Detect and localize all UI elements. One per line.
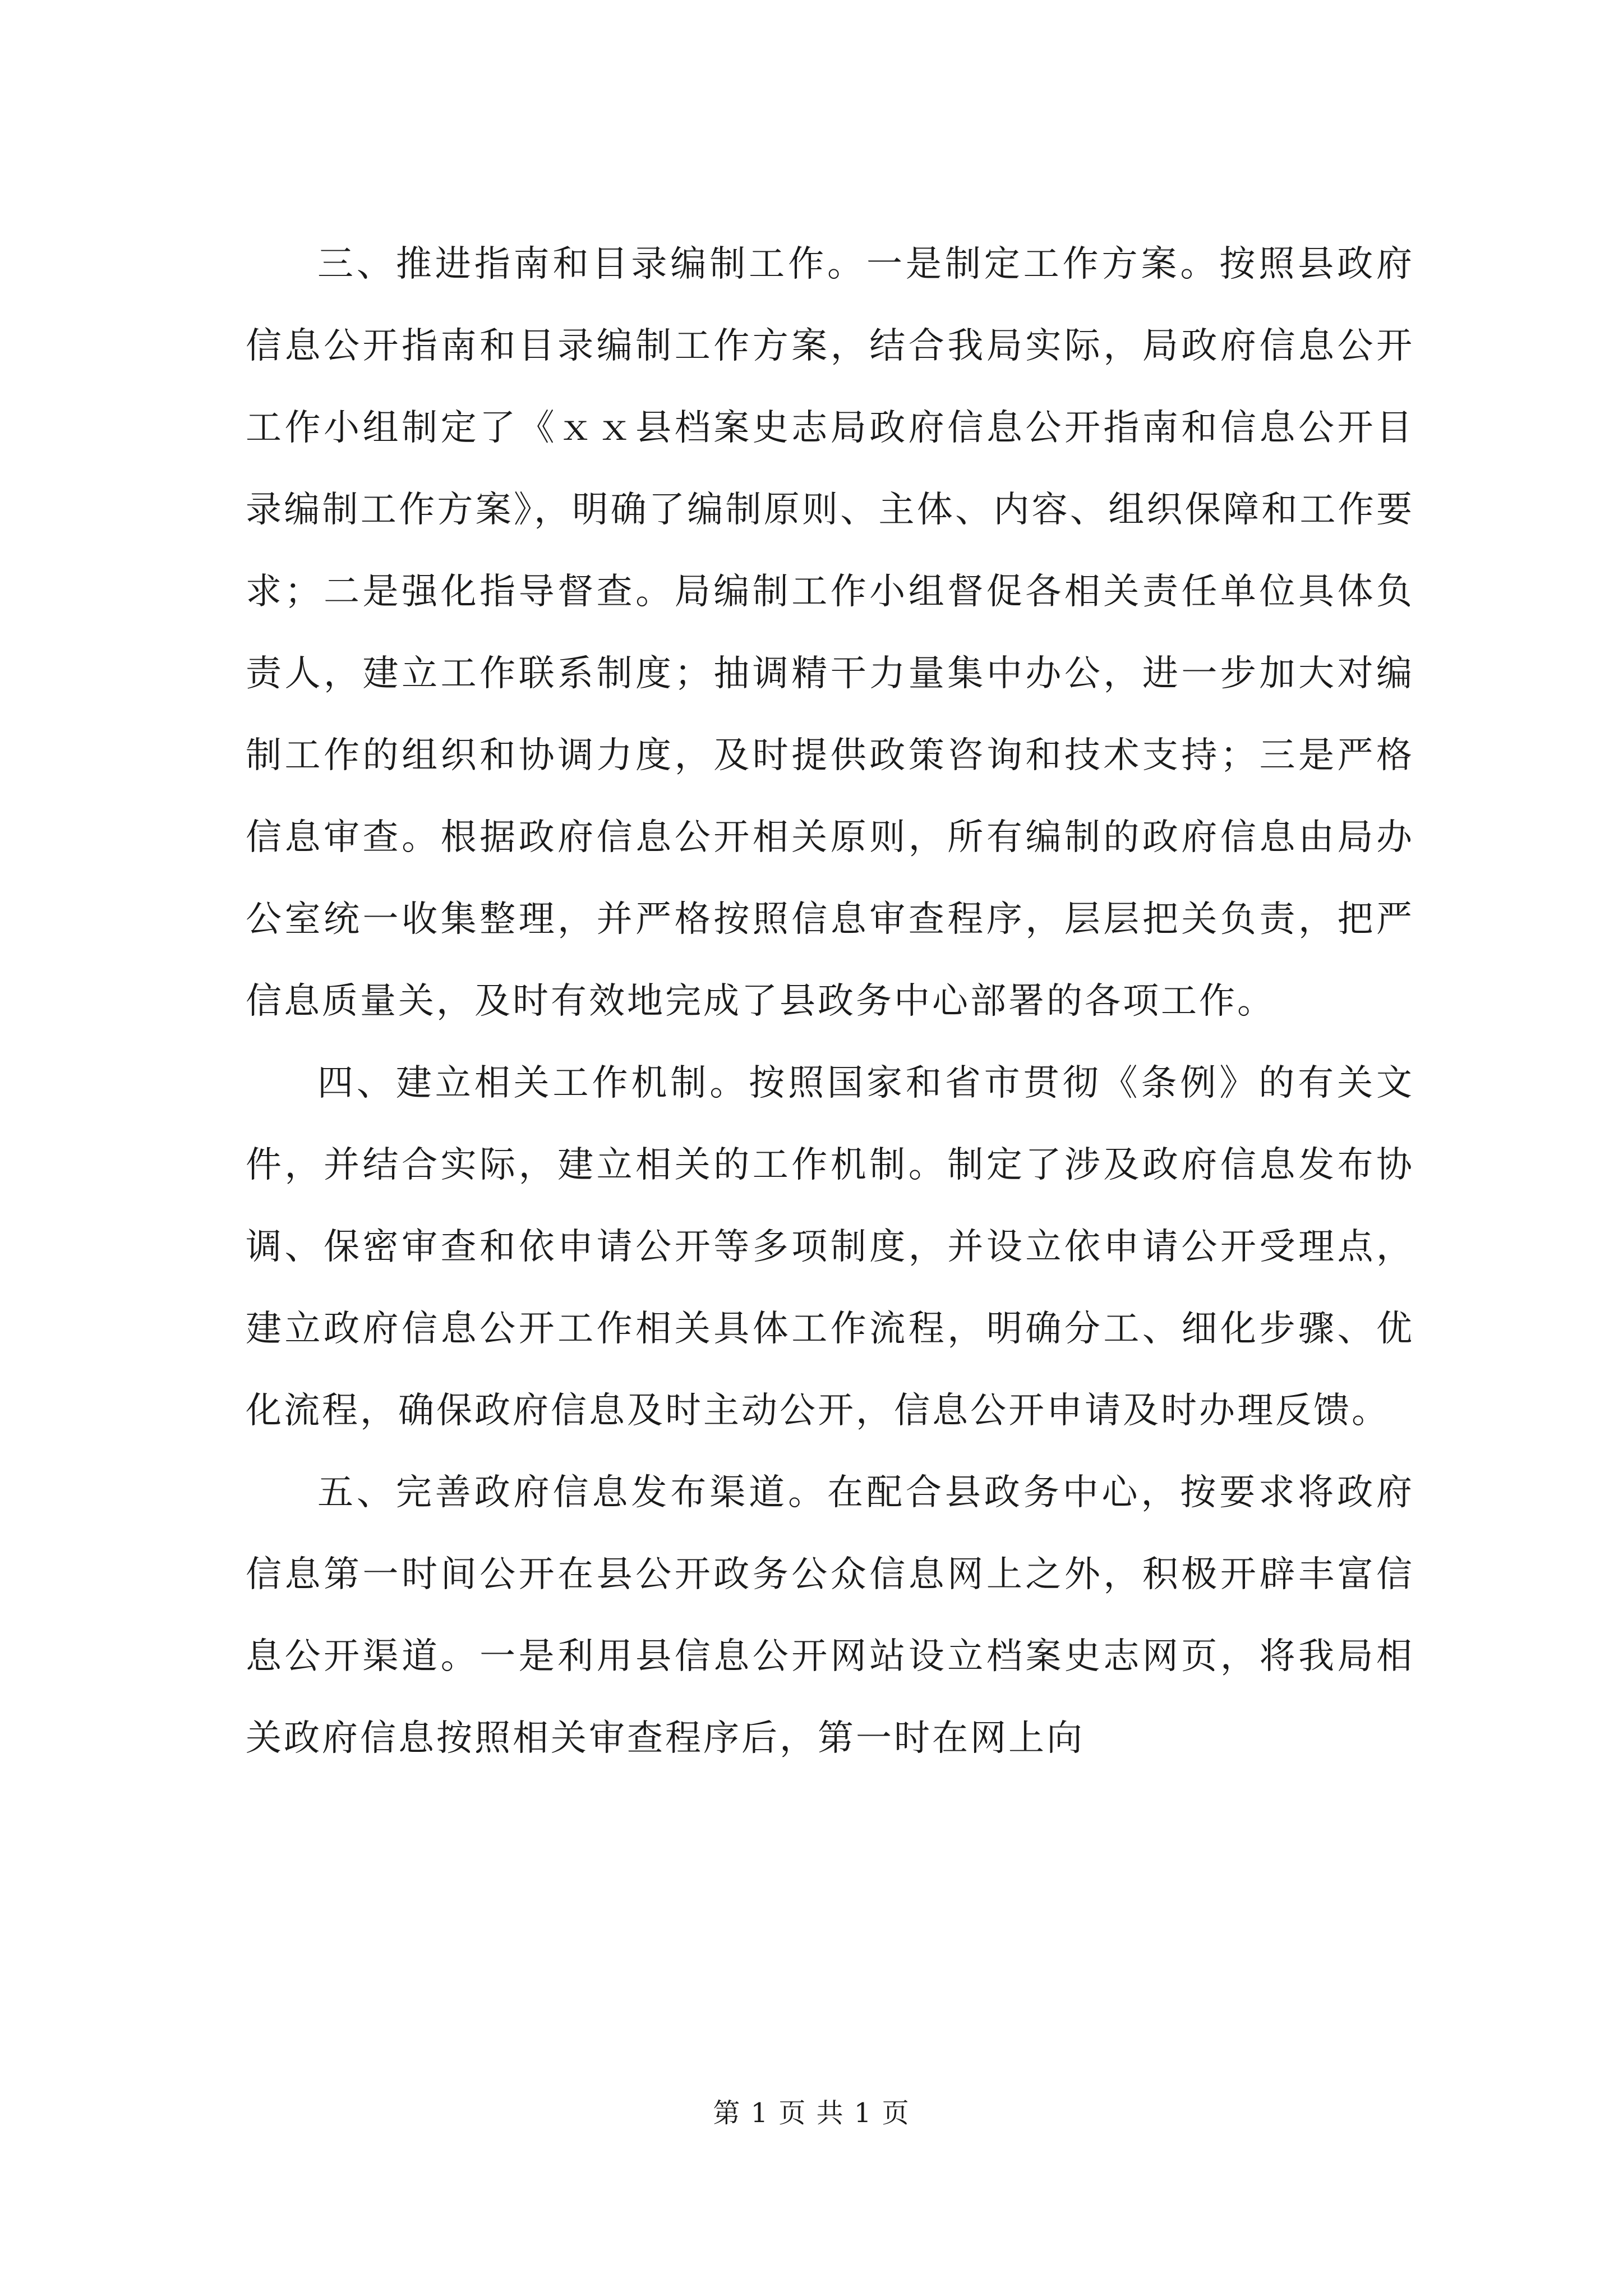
paragraph-section-three: 三、推进指南和目录编制工作。一是制定工作方案。按照县政府信息公开指南和目录编制工作方案，结合我局实际，局政府信息公开工作小组制定了《ｘｘ县档案史志局政府信息公开指南和信息公开目录编制工作方案》，明确了编制原则、主体、内容、组织保障和工作要求；二是强化指导督查。局编制工作小组督促各相关责任单位具体负责人，建立工作联系制度；抽调精干力量集中办公，进一步加大对编制工作的组织和协调力度，及时提供政策咨询和技术支持；三是严格信息审查。根据政府信息公开相关原则，所有编制的政府信息由局办公室统一收集整理，并严格按照信息审查程序，层层把关负责，把严信息质量关，及时有效地完成了县政务中心部署的各项工作。 bbox=[246, 243, 1414, 1022]
paragraph-section-five: 五、完善政府信息发布渠道。在配合县政务中心，按要求将政府信息第一时间公开在县公开政务公众信息网上之外，积极开辟丰富信息公开渠道。一是利用县信息公开网站设立档案史志网页，将我局相关政府信息按照相关审查程序后，第一时在网上向 bbox=[246, 1472, 1414, 1759]
paragraph-section-four: 四、建立相关工作机制。按照国家和省市贯彻《条例》的有关文件，并结合实际，建立相关的工作机制。制定了涉及政府信息发布协调、保密审查和依申请公开等多项制度，并设立依申请公开受理点，建立政府信息公开工作相关具体工作流程，明确分工、细化步骤、优化流程，确保政府信息及时主动公开，信息公开申请及时办理反馈。 bbox=[246, 1062, 1414, 1432]
page-footer bbox=[0, 2095, 1623, 2131]
page-number-label: 第 1 页 共 1 页 bbox=[713, 2097, 910, 2129]
document-body bbox=[246, 223, 1414, 1779]
